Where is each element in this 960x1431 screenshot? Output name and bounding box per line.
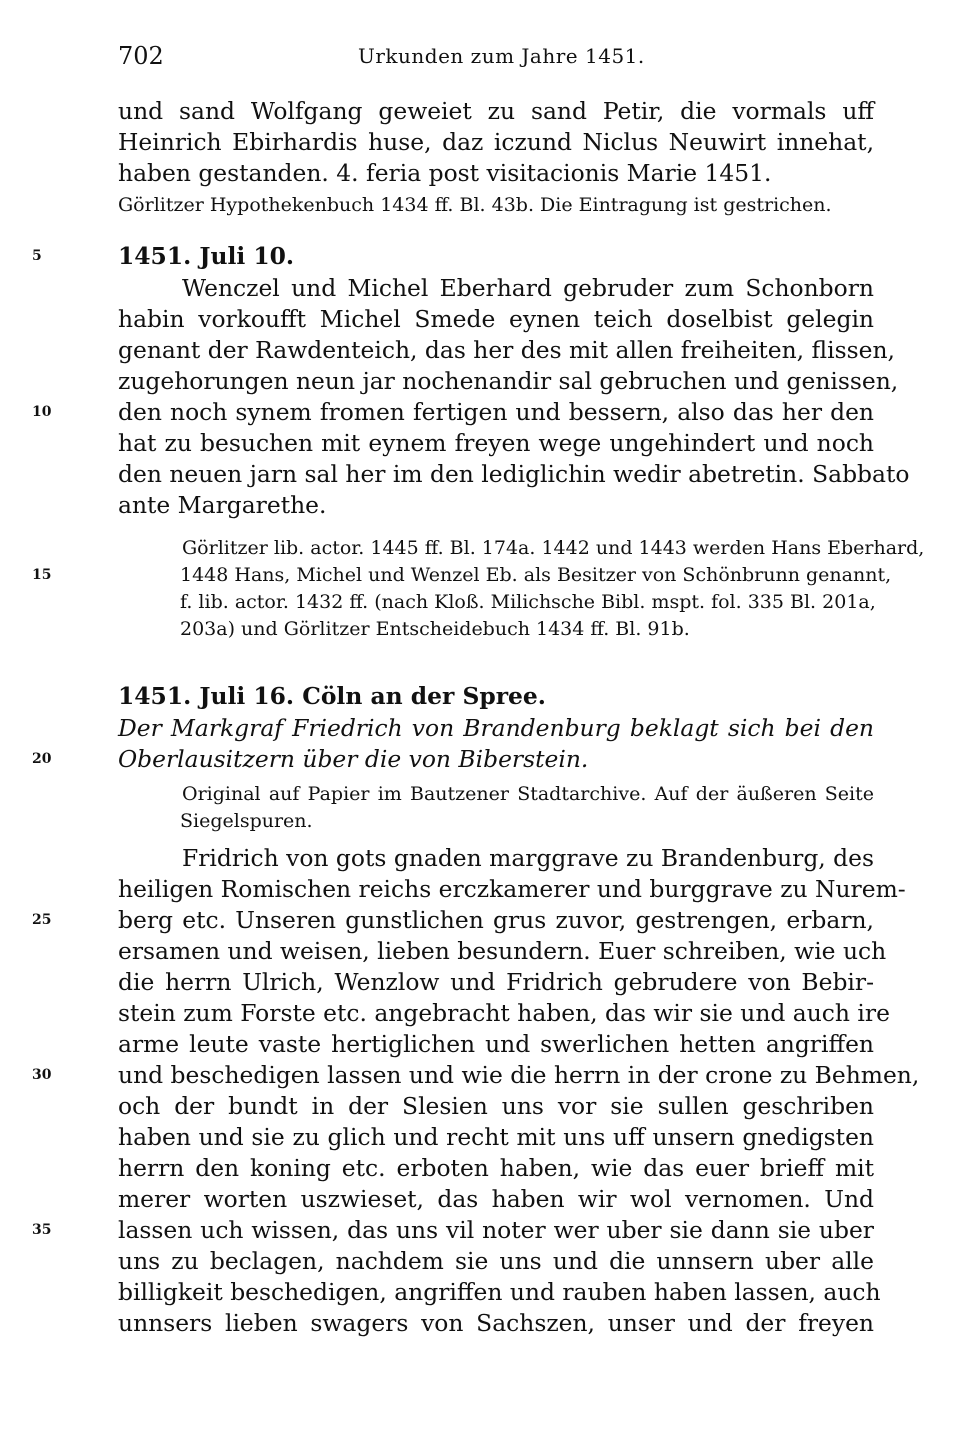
line-number: 10 bbox=[32, 404, 52, 420]
source-note: Görlitzer lib. actor. 1445 ff. Bl. 174a. 1442 und 1443 werden Hans Eberhard, bbox=[182, 537, 925, 559]
source-note: Görlitzer Hypothekenbuch 1434 ff. Bl. 43b. Die Eintragung ist gestrichen. bbox=[118, 194, 832, 216]
page-body bbox=[32, 96, 925, 1339]
source-note: Original auf Papier im Bautzener Stadtarchive. Auf der äußeren Seite bbox=[182, 783, 874, 805]
line-number: 35 bbox=[32, 1222, 52, 1238]
text-line: ersamen und weisen, lieben besundern. Euer schreiben, wie uch bbox=[118, 937, 887, 965]
text-line: Wenczel und Michel Eberhard gebruder zum Schonborn bbox=[182, 274, 874, 302]
text-line: och der bundt in der Slesien uns vor sie sullen geschriben bbox=[118, 1092, 874, 1120]
text-line: 10 den noch synem fromen fertigen und bessern, also das her den bbox=[32, 398, 874, 426]
entry-date: 1451. Juli 10. bbox=[118, 242, 295, 270]
text-line: hat zu besuchen mit eynem freyen wege ungehindert und noch bbox=[118, 429, 874, 457]
line-number: 5 bbox=[32, 248, 42, 264]
text-line: unnsers lieben swagers von Sachszen, unser und der freyen bbox=[118, 1309, 874, 1337]
text-line: 30 und beschedigen lassen und wie die herrn in der crone zu Behmen, bbox=[32, 1061, 920, 1089]
text-line: 35 lassen uch wissen, das uns vil noter wer uber sie dann sie uber bbox=[32, 1216, 874, 1244]
text-line: den neuen jarn sal her im den lediglichin wedir abetretin. Sabbato bbox=[118, 460, 910, 488]
line-number: 25 bbox=[32, 912, 52, 928]
text-line: herrn den koning etc. erboten haben, wie das euer brieff mit bbox=[118, 1154, 874, 1182]
text-line: haben und sie zu glich und recht mit uns uff unsern gnedigsten bbox=[118, 1123, 874, 1151]
text-line: uns zu beclagen, nachdem sie uns und die unnsern uber alle bbox=[118, 1247, 874, 1275]
text-line: billigkeit beschedigen, angriffen und rauben haben lassen, auch bbox=[118, 1278, 881, 1306]
line-number: 30 bbox=[32, 1067, 52, 1083]
running-title: Urkunden zum Jahre 1451. bbox=[358, 44, 645, 68]
text-line: zugehorungen neun jar nochenandir sal gebruchen und genissen, bbox=[118, 367, 899, 395]
text-line: heiligen Romischen reichs erczkamerer und burggrave zu Nurem- bbox=[118, 875, 906, 903]
text-line: Heinrich Ebirhardis huse, daz iczund Niclus Neuwirt innehat, bbox=[118, 128, 874, 156]
source-note: 203a) und Görlitzer Entscheidebuch 1434 ff. Bl. 91b. bbox=[180, 618, 690, 640]
entry-heading: 1451. Juli 16. Cöln an der Spree. bbox=[118, 682, 546, 710]
text-line: ante Margarethe. bbox=[118, 491, 327, 519]
text-line: die herrn Ulrich, Wenzlow und Fridrich gebrudere von Bebir- bbox=[118, 968, 874, 996]
line-number: 20 bbox=[32, 751, 52, 767]
text-line: genant der Rawdenteich, das her des mit allen freiheiten, flissen, bbox=[118, 336, 895, 364]
text-line: haben gestanden. 4. feria post visitacionis Marie 1451. bbox=[118, 159, 772, 187]
summary-line: Der Markgraf Friedrich von Brandenburg beklagt sich bei den bbox=[118, 714, 874, 742]
text-line: 25 berg etc. Unseren gunstlichen grus zuvor, gestrengen, erbarn, bbox=[32, 906, 874, 934]
source-note: 15 1448 Hans, Michel und Wenzel Eb. als Besitzer von Schönbrunn genannt, bbox=[118, 562, 874, 589]
line-number: 15 bbox=[32, 567, 52, 583]
entry-heading bbox=[32, 239, 874, 273]
text-line: Fridrich von gots gnaden marggrave zu Brandenburg, des bbox=[182, 844, 874, 872]
text-line: merer worten uszwieset, das haben wir wol vernomen. Und bbox=[118, 1185, 874, 1213]
summary-line: 20 Oberlausitzern über die von Biberstein. bbox=[32, 745, 589, 773]
source-note: f. lib. actor. 1432 ff. (nach Kloß. Milichsche Bibl. mspt. fol. 335 Bl. 201a, bbox=[180, 591, 876, 613]
page-number: 702 bbox=[118, 42, 164, 70]
text-line: stein zum Forste etc. angebracht haben, das wir sie und auch ire bbox=[118, 999, 890, 1027]
source-note: Siegelspuren. bbox=[180, 810, 313, 832]
text-line: habin vorkoufft Michel Smede eynen teich doselbist gelegin bbox=[118, 305, 874, 333]
text-line: und sand Wolfgang geweiet zu sand Petir, die vormals uff bbox=[118, 97, 874, 125]
text-line: arme leute vaste hertiglichen und swerlichen hetten angriffen bbox=[118, 1030, 874, 1058]
page-header bbox=[118, 42, 872, 78]
